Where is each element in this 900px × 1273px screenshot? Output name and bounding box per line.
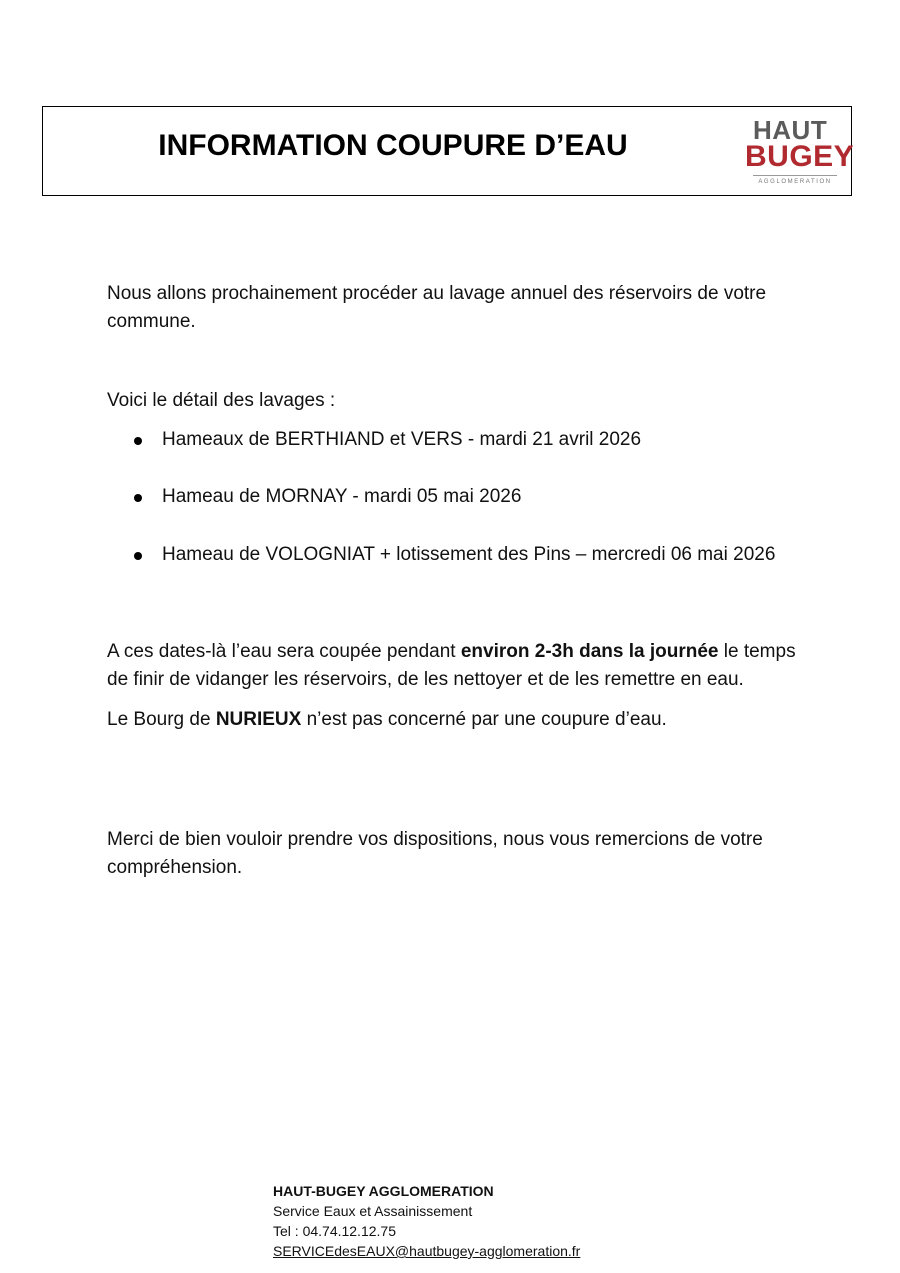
contact-footer bbox=[273, 1181, 673, 1261]
list-item bbox=[107, 541, 807, 571]
logo-line-bugey: BUGEY bbox=[745, 140, 855, 173]
list-item bbox=[107, 426, 807, 456]
logo-line-agglomeration: AGGLOMERATION bbox=[758, 179, 832, 185]
bullet-icon bbox=[134, 494, 142, 502]
schedule-item-text: Hameau de MORNAY - mardi 05 mai 2026 bbox=[162, 486, 522, 507]
intro-paragraph: Nous allons prochainement procéder au lavage annuel des réservoirs de votre commune. bbox=[107, 283, 767, 332]
list-item bbox=[107, 483, 807, 513]
bullet-icon bbox=[134, 437, 142, 445]
dates-text-end: le temps de finir de vidanger les réservoirs, de les nettoyer et de les remettre en eau. bbox=[107, 641, 796, 690]
footer-service: Service Eaux et Assainissement bbox=[273, 1203, 473, 1219]
footer-phone: Tel : 04.74.12.12.75 bbox=[273, 1223, 396, 1239]
page-title: INFORMATION COUPURE D’EAU bbox=[158, 129, 628, 162]
footer-org-name: HAUT-BUGEY AGGLOMERATION bbox=[273, 1183, 494, 1199]
haut-bugey-logo bbox=[743, 115, 855, 187]
outage-duration-paragraph bbox=[107, 638, 807, 694]
dates-text-start: A ces dates-là l’eau sera coupée pendant bbox=[107, 641, 461, 662]
dates-text-bold: environ 2-3h dans la journée bbox=[460, 641, 719, 662]
logo-divider bbox=[753, 175, 837, 176]
closing-paragraph: Merci de bien vouloir prendre vos dispositions, nous vous remercions de votre compréhension. bbox=[107, 829, 763, 878]
details-intro: Voici le détail des lavages : bbox=[107, 390, 336, 411]
schedule-item-text: Hameaux de BERTHIAND et VERS - mardi 21 avril 2026 bbox=[162, 429, 642, 450]
header-box bbox=[42, 106, 855, 196]
bourg-paragraph bbox=[107, 706, 807, 734]
bourg-text-start: Le Bourg de bbox=[107, 709, 216, 730]
logo-line-haut: HAUT bbox=[753, 115, 828, 145]
bourg-text-bold: NURIEUX bbox=[215, 709, 302, 730]
schedule-item-text: Hameau de VOLOGNIAT + lotissement des Pins – mercredi 06 mai 2026 bbox=[162, 544, 776, 565]
bullet-icon bbox=[134, 552, 142, 560]
bourg-text-end: n’est pas concerné par une coupure d’eau. bbox=[301, 709, 667, 730]
footer-email-link[interactable]: SERVICEdesEAUX@hautbugey-agglomeration.fr bbox=[273, 1243, 581, 1259]
